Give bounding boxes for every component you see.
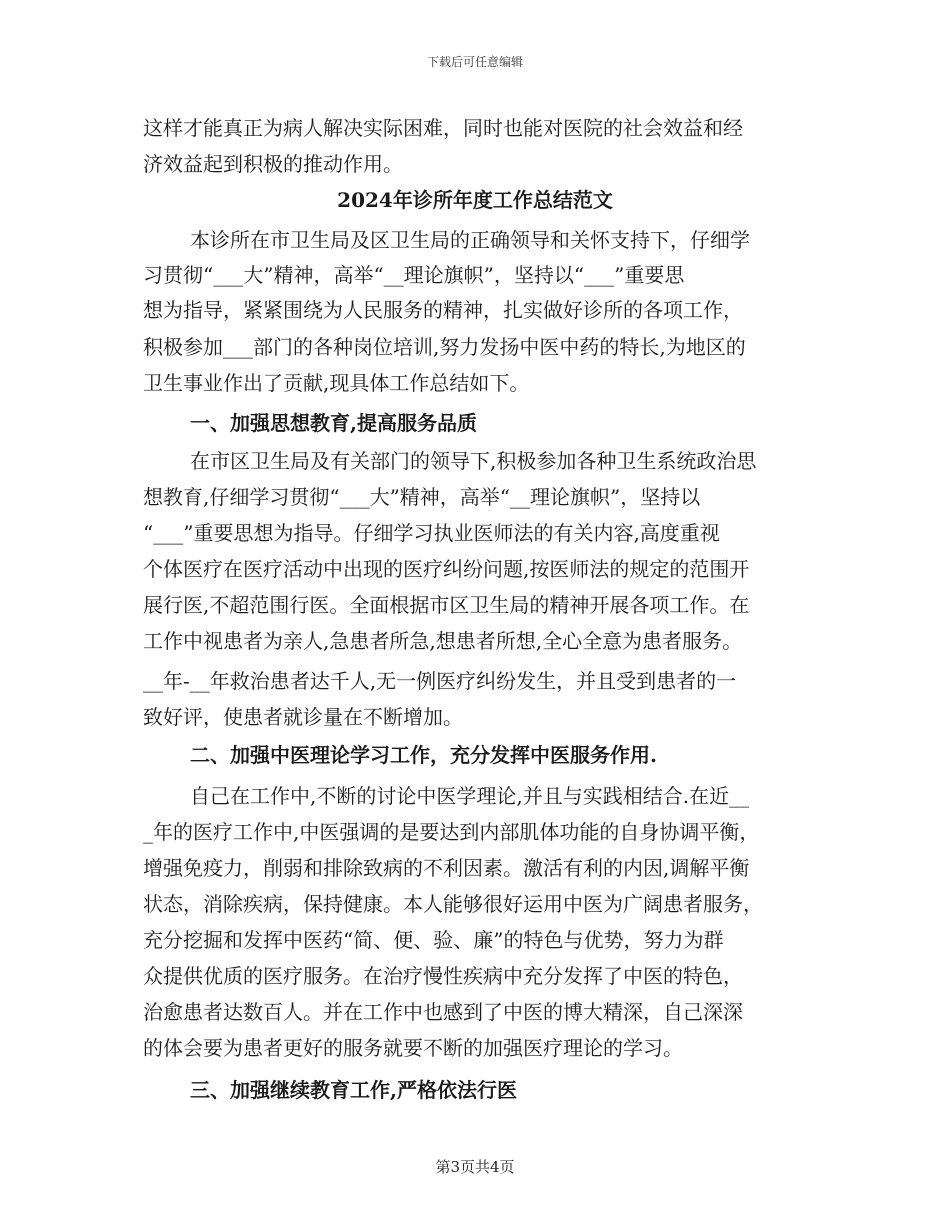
body-line: 展行医,不超范围行医。全面根据市区卫生局的精神开展各项工作。在 [143,593,750,617]
body-line: 众提供优质的医疗服务。在治疗慢性疾病中充分发挥了中医的特色， [143,964,743,988]
body-line: 济效益起到积极的推动作用。 [143,152,403,176]
body-line: 治愈患者达数百人。并在工作中也感到了中医的博大精深，自己深深 [143,1000,743,1024]
body-line: 卫生事业作出了贡献,现具体工作总结如下。 [143,371,530,395]
body-line: 在市区卫生局及有关部门的领导下,积极参加各种卫生系统政治思 [190,449,757,473]
body-line: 这样才能真正为病人解决实际困难，同时也能对医院的社会效益和经 [143,116,743,140]
body-line: 增强免疫力，削弱和排除致病的不利因素。激活有利的内因,调解平衡 [143,856,750,880]
body-line: 的体会要为患者更好的服务就要不断的加强医疗理论的学习。 [143,1036,683,1060]
body-line: 状态，消除疾病，保持健康。本人能够很好运用中医为广阔患者服务， [143,892,763,916]
body-line: “___”重要思想为指导。仔细学习执业医师法的有关内容,高度重视 [143,521,720,545]
section-heading: 三、加强继续教育工作,严格依法行医 [190,1078,517,1102]
body-line: __年-__年救治患者达千人,无一例医疗纠纷发生，并且受到患者的一 [143,669,737,693]
body-line: 自己在工作中,不断的讨论中医学理论,并且与实践相结合.在近__ [190,784,750,808]
body-line: 积极参加___部门的各种岗位培训,努力发扬中医中药的特长,为地区的 [143,335,746,359]
body-line: 个体医疗在医疗活动中出现的医疗纠纷问题,按医师法的规定的范围开 [143,557,750,581]
body-line: 习贯彻“___大”精神，高举“__理论旗帜”，坚持以“___”重要思 [143,263,685,287]
page-footer: 第3页共4页 [435,1158,515,1176]
section-heading: 二、加强中医理论学习工作，充分发挥中医服务作用. [190,743,657,767]
body-line: _年的医疗工作中,中医强调的是要达到内部肌体功能的自身协调平衡， [143,820,760,844]
document-title: 2024年诊所年度工作总结范文 [337,188,613,212]
body-line: 工作中视患者为亲人,急患者所急,想患者所想,全心全意为患者服务。 [143,629,743,653]
body-line: 充分挖掘和发挥中医药“简、便、验、廉”的特色与优势，努力为群 [143,928,724,952]
body-line: 想为指导，紧紧围绕为人民服务的精神，扎实做好诊所的各项工作， [143,298,743,322]
body-line: 致好评，使患者就诊量在不断增加。 [143,705,463,729]
body-line: 想教育,仔细学习贯彻“___大”精神，高举“__理论旗帜”，坚持以 [143,485,701,509]
body-line: 本诊所在市卫生局及区卫生局的正确领导和关怀支持下，仔细学 [190,228,750,252]
page-header: 下载后可任意编辑 [426,55,523,69]
section-heading: 一、加强思想教育,提高服务品质 [190,411,477,435]
